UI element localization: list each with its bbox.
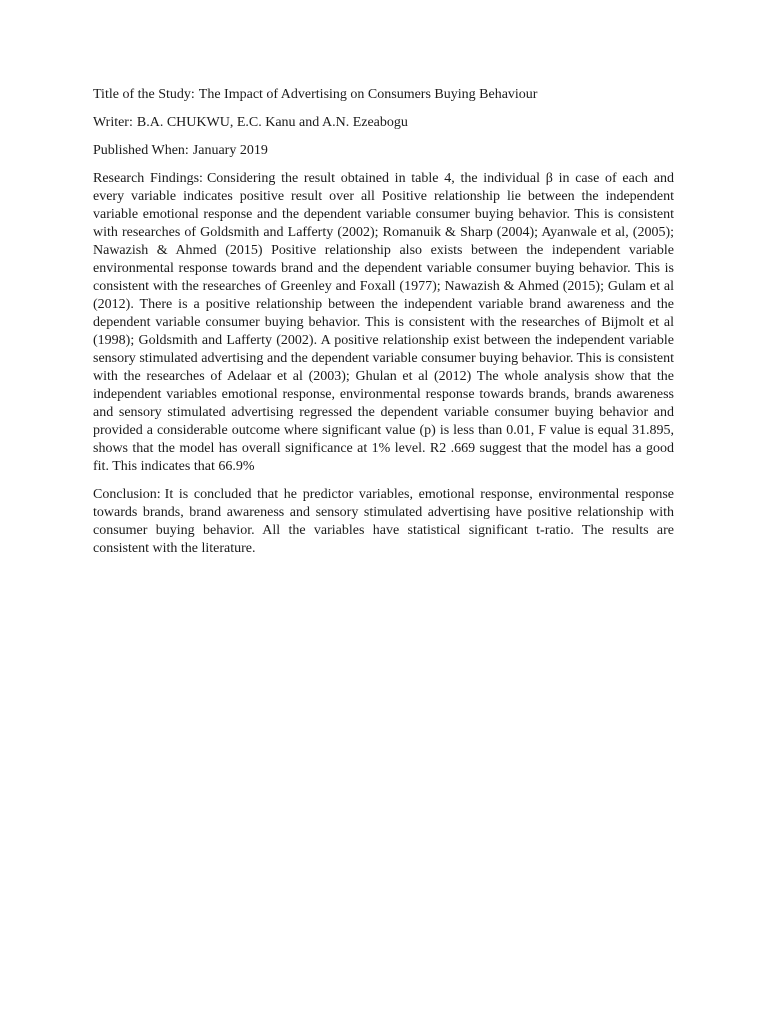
study-title-label: Title of the Study: — [93, 87, 195, 102]
research-findings-label: Research Findings: — [93, 171, 203, 186]
document-page — [93, 86, 674, 568]
study-title-value: The Impact of Advertising on Consumers Buying Behaviour — [198, 87, 538, 102]
research-findings-paragraph — [93, 170, 674, 476]
conclusion-label: Conclusion: — [93, 487, 161, 502]
published-line — [93, 142, 674, 160]
published-label: Published When: — [93, 143, 189, 158]
conclusion-text: It is concluded that he predictor variables, emotional response, environmental response towards brands, brand awareness and sensory stimulated advertising have positive relationship with consumer buying behavior. All the variables have statistical significant t-ratio. The results are consistent with the literature. — [93, 487, 674, 556]
research-findings-text: Considering the result obtained in table 4, the individual β in case of each and every variable indicates positive result over all Positive relationship lie between the independent variable emotional response and the dependent variable consumer buying behavior. This is consistent with researches of Goldsmith and Lafferty (2002); Romanuik & Sharp (2004); Ayanwale et al, (2005); Nawazish & Ahmed (2015) Positive relationship also exists between the independent variable environmental response towards brand and the dependent variable consumer buying behavior. This is consistent with the researches of Greenley and Foxall (1977); Nawazish & Ahmed (2015); Gulam et al (2012). There is a positive relationship between the independent variable brand awareness and the dependent variable consumer buying behavior. This is consistent with the researches of Bijmolt et al (1998); Goldsmith and Lafferty (2002). A positive relationship exist between the independent variable sensory stimulated advertising and the dependent variable consumer buying behavior. This is consistent with the researches of Adelaar et al (2003); Ghulan et al (2012) The whole analysis show that the independent variables emotional response, environmental response towards brands, brands awareness and sensory stimulated advertising regressed the dependent variable consumer buying behavior and provided a considerable outcome where significant value (p) is less than 0.01, F value is equal 31.895, shows that the model has overall significance at 1% level. R2 .669 suggest that the model has a good fit. This indicates that 66.9% — [93, 171, 674, 474]
published-value: January 2019 — [192, 143, 268, 158]
writer-label: Writer: — [93, 115, 133, 130]
conclusion-paragraph — [93, 486, 674, 558]
study-title-line — [93, 86, 674, 104]
writer-line — [93, 114, 674, 132]
writer-value: B.A. CHUKWU, E.C. Kanu and A.N. Ezeabogu — [136, 115, 408, 130]
